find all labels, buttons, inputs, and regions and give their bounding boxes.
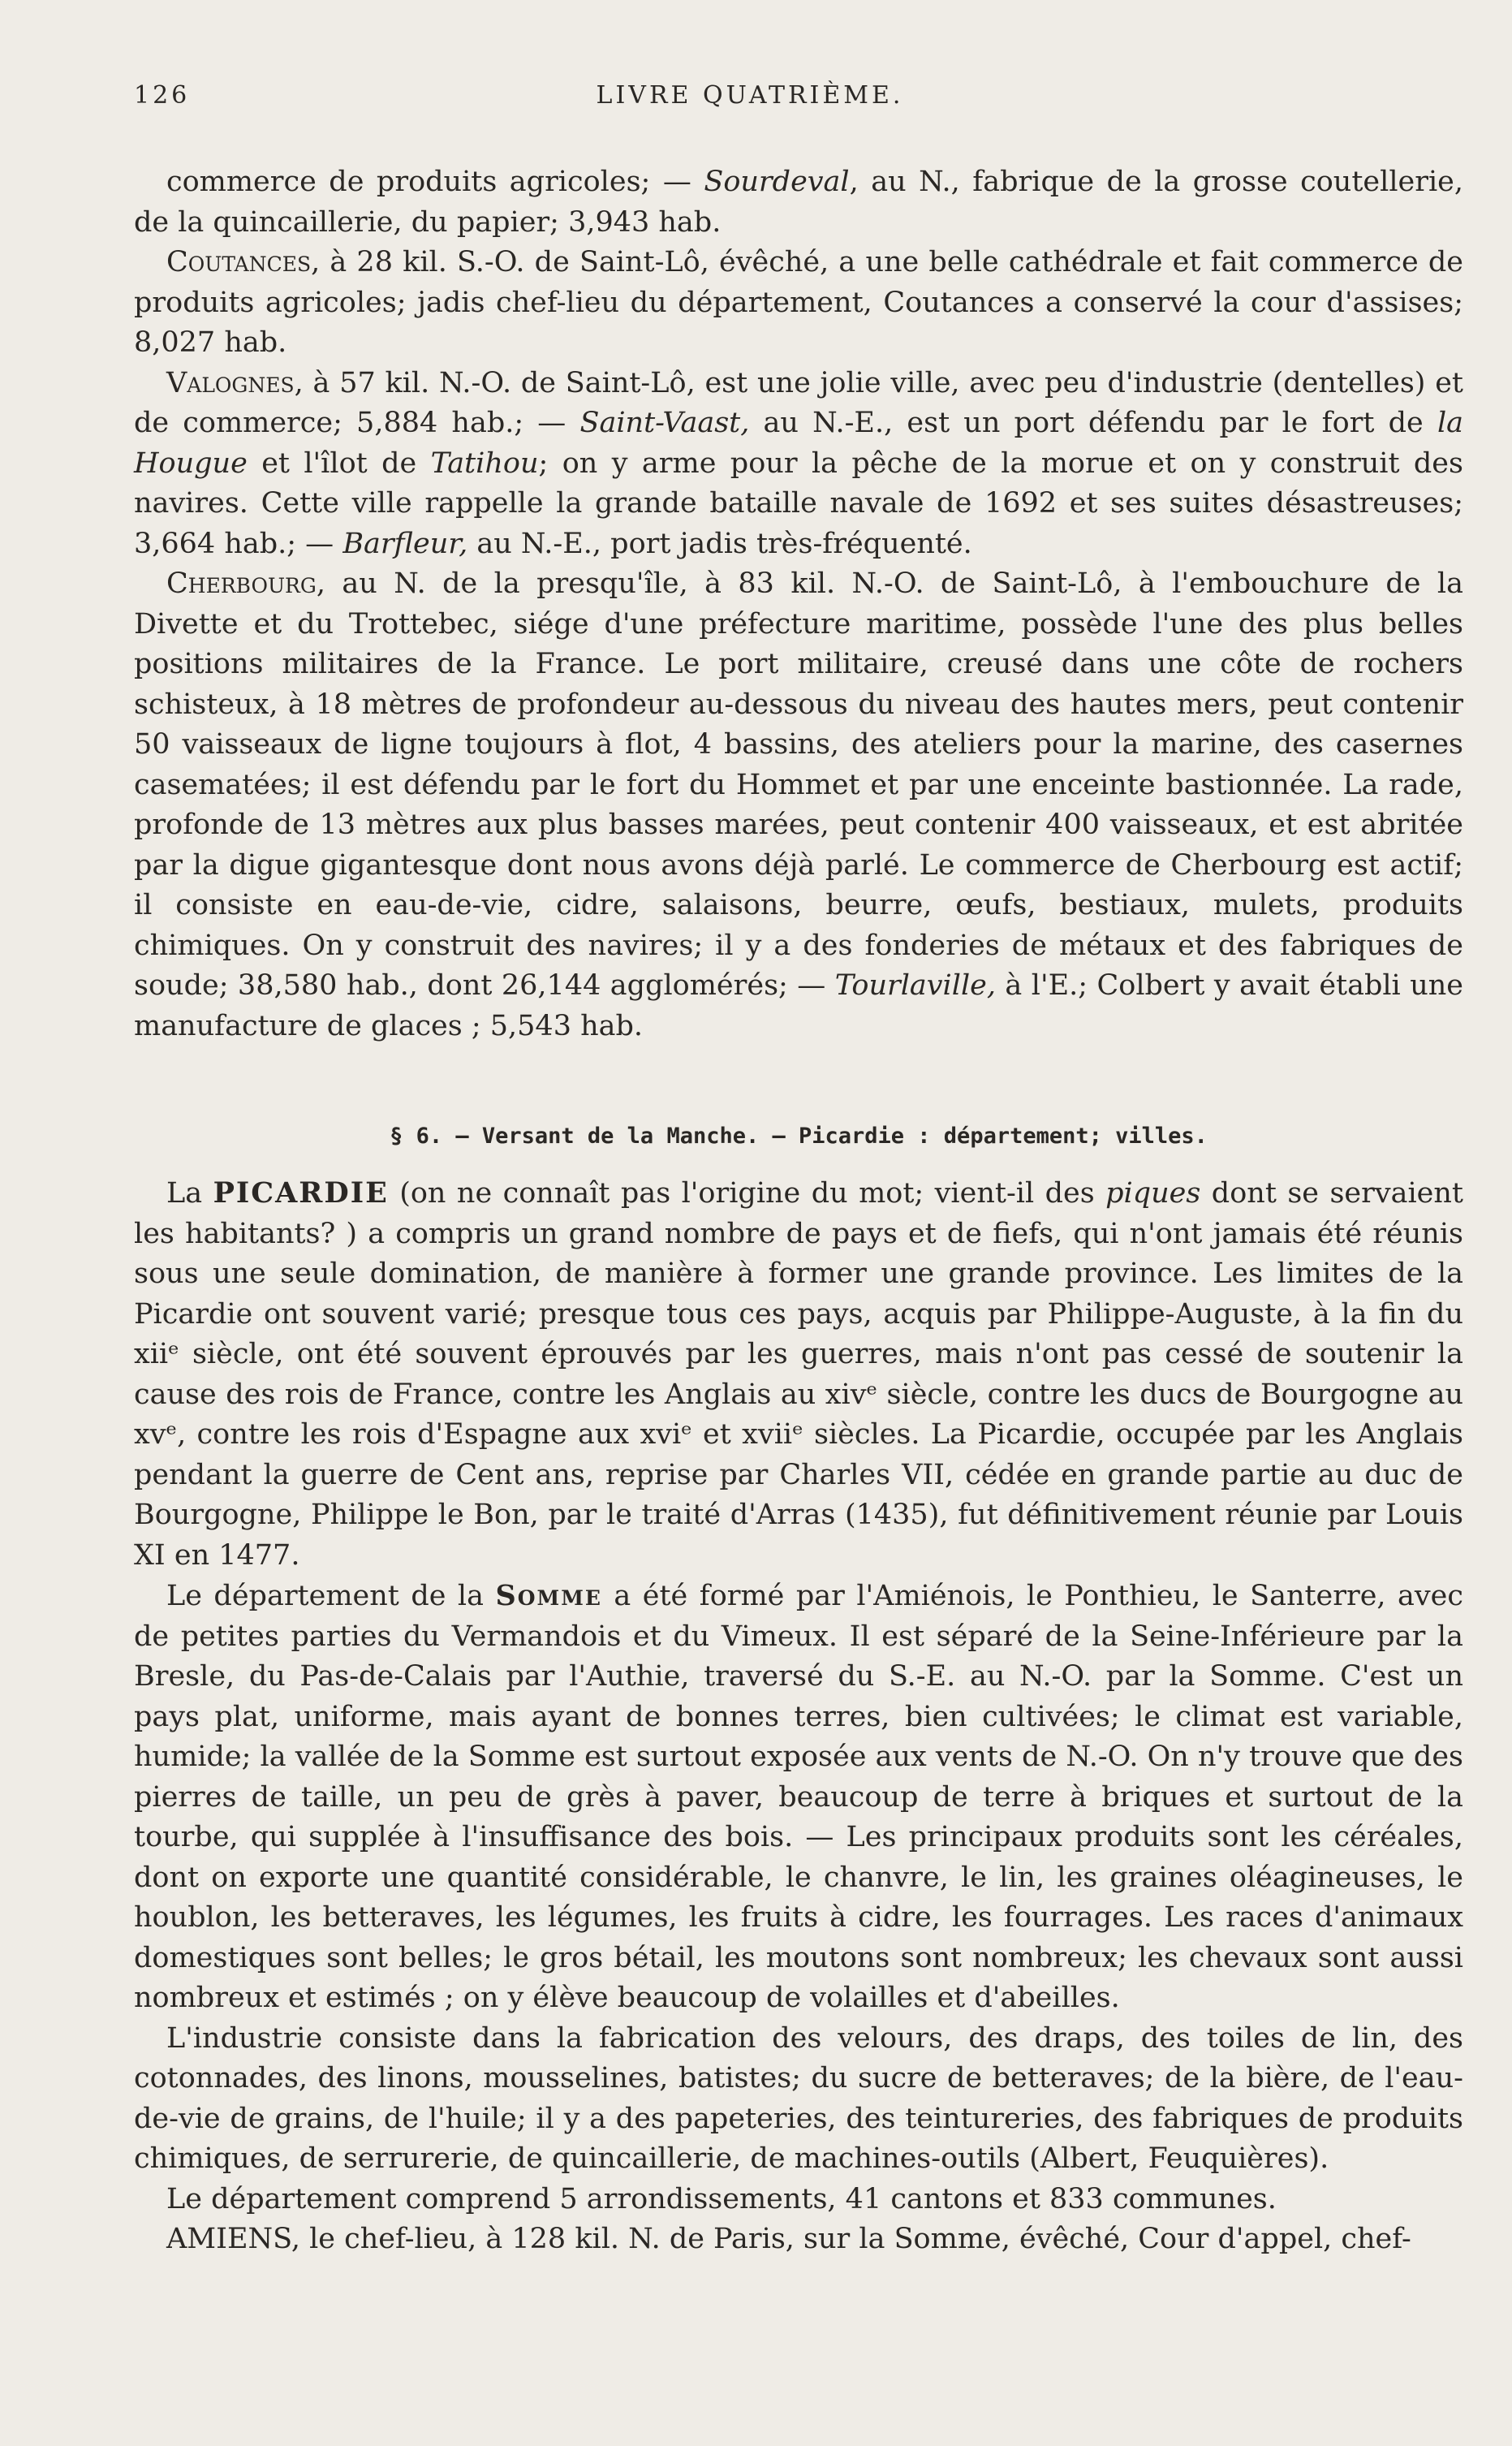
paragraph bbox=[134, 564, 1463, 1046]
emphasized-text: Sourdeval bbox=[704, 166, 850, 198]
paragraph bbox=[134, 2180, 1463, 2220]
emphasized-text: la Hougue bbox=[134, 407, 1463, 480]
page-number: 126 bbox=[134, 81, 191, 110]
text-run: a été formé par l'Amiénois, le Ponthieu, le Santerre, avec de petites parties du Vermandois et du Vimeux. Il est séparé de la Seine-Inférieure par la Bresle, du Pas-de-Calais par l'Authie, traversé du S.-E. au N.-O. par la Somme. C'est un pays plat, uniforme, mais ayant de bonnes terres, bien cultivées; le climat est variable, humide; la vallée de la Somme est surtout exposée aux vents de N.-O. On n'y trouve que des pierres de taille, un peu de grès à paver, beaucoup de terre à briques et surtout de la tourbe, qui supplée à l'insuffisance des bois. — Les principaux produits sont les céréales, dont on exporte une quantité considérable, le chanvre, le lin, les graines oléagineuses, le houblon, les betteraves, les légumes, les fruits à cidre, les fourrages. Les races d'animaux domestiques sont belles; le gros bétail, les moutons sont nombreux; les chevaux sont aussi nombreux et estimés ; on y élève beaucoup de volailles et d'abeilles. bbox=[134, 1580, 1463, 2014]
running-header bbox=[134, 81, 1463, 130]
emphasized-text: Cherbourg bbox=[166, 567, 317, 600]
paragraph bbox=[134, 1576, 1463, 2019]
text-run: Le département de la bbox=[166, 1580, 496, 1612]
emphasized-text: PICARDIE bbox=[213, 1176, 389, 1210]
text-block-manche bbox=[134, 162, 1463, 1046]
emphasized-text: Saint-Vaast, bbox=[579, 407, 750, 439]
text-run: , au N., fabrique de la grosse coutellerie, de la quincaillerie, du papier; 3,943 hab. bbox=[134, 166, 1463, 239]
paragraph bbox=[134, 243, 1463, 364]
text-run: , à 57 kil. N.-O. de Saint-Lô, est une jolie ville, avec peu d'industrie (dentelles) et de commerce; 5,884 hab.; — bbox=[134, 366, 1463, 439]
emphasized-text: Tourlaville, bbox=[834, 969, 996, 1002]
text-run: , au N. de la presqu'île, à 83 kil. N.-O. de Saint-Lô, à l'embouchure de la Divette et du Trottebec, siége d'une préfecture maritime, possède l'une des plus belles positions militaires de la France. Le port militaire, creusé dans une côte de rochers schisteux, à 18 mètres de profondeur au-dessous du niveau des hautes mers, peut contenir 50 vaisseaux de ligne toujours à flot, 4 bassins, des ateliers pour la marine, des casernes casematées; il est défendu par le fort du Hommet et par une enceinte bastionnée. La rade, profonde de 13 mètres aux plus basses marées, peut contenir 400 vaisseaux, et est abritée par la digue gigantesque dont nous avons déjà parlé. Le commerce de Cherbourg est actif; il consiste en eau-de-vie, cidre, salaisons, beurre, œufs, bestiaux, mulets, produits chimiques. On y construit des navires; il y a des fonderies de métaux et des fabriques de soude; 38,580 hab., dont 26,144 agglomérés; — bbox=[134, 567, 1463, 1002]
emphasized-text: Coutances bbox=[166, 246, 312, 278]
emphasized-text: Valognes bbox=[166, 366, 295, 399]
text-run: (on ne connaît pas l'origine du mot; vient-il des bbox=[388, 1177, 1106, 1210]
text-block-picardie bbox=[134, 1173, 1463, 2260]
paragraph bbox=[134, 364, 1463, 565]
text-run: L'industrie consiste dans la fabrication des velours, des draps, des toiles de lin, des cotonnades, des linons, mousselines, batistes; du sucre de betteraves; de la bière, de l'eau-de-vie de grains, de l'huile; il y a des papeteries, des teintureries, des fabriques de produits chimiques, de serrurerie, de quincaillerie, de machines-outils (Albert, Feuquières). bbox=[134, 2021, 1463, 2175]
section-heading: § 6. — Versant de la Manche. — Picardie : département; villes. bbox=[390, 1124, 1208, 1149]
emphasized-text: Barfleur, bbox=[342, 527, 468, 560]
text-run: AMIENS, le chef-lieu, à 128 kil. N. de Paris, sur la Somme, évêché, Cour d'appel, chef- bbox=[166, 2223, 1411, 2255]
emphasized-text: Tatihou bbox=[430, 446, 539, 480]
text-run: et l'îlot de bbox=[247, 446, 431, 480]
paragraph bbox=[134, 2019, 1463, 2180]
text-run: Le département comprend 5 arrondissements, 41 cantons et 833 communes. bbox=[166, 2182, 1277, 2215]
text-run: ; on y arme pour la pêche de la morue et on y construit des navires. Cette ville rappelle la grande bataille navale de 1692 et ses suites désastreuses; 3,664 hab.; — bbox=[134, 446, 1463, 560]
paragraph bbox=[134, 162, 1463, 243]
paragraph bbox=[134, 2220, 1463, 2260]
text-run: à l'E.; Colbert y avait établi une manufacture de glaces ; 5,543 hab. bbox=[134, 969, 1463, 1042]
text-run: au N.-E., port jadis très-fréquenté. bbox=[467, 527, 972, 560]
text-run: , à 28 kil. S.-O. de Saint-Lô, évêché, a une belle cathédrale et fait commerce de produits agricoles; jadis chef-lieu du département, Coutances a conservé la cour d'assises; 8,027 hab. bbox=[134, 246, 1463, 359]
paragraph bbox=[134, 1173, 1463, 1576]
emphasized-text: piques bbox=[1105, 1177, 1201, 1210]
running-title: LIVRE QUATRIÈME. bbox=[596, 81, 904, 110]
text-run: commerce de produits agricoles; — bbox=[166, 166, 704, 198]
emphasized-text: Somme bbox=[495, 1579, 602, 1612]
text-run: dont se servaient les habitants? ) a compris un grand nombre de pays et de fiefs, qui n'ont jamais été réunis sous une seule domination, de manière à former une grande province. Les limites de la Picardie ont souvent varié; presque tous ces pays, acquis par Philippe-Auguste, à la fin du xiiᵉ siècle, ont été souvent éprouvés par les guerres, mais n'ont pas cessé de soutenir la cause des rois de France, contre les Anglais au xivᵉ siècle, contre les ducs de Bourgogne au xvᵉ, contre les rois d'Espagne aux xviᵉ et xviiᵉ siècles. La Picardie, occupée par les Anglais pendant la guerre de Cent ans, reprise par Charles VII, cédée en grande partie au duc de Bourgogne, Philippe le Bon, par le traité d'Arras (1435), fut définitivement réunie par Louis XI en 1477. bbox=[134, 1177, 1463, 1572]
text-run: au N.-E., est un port défendu par le fort de bbox=[749, 407, 1437, 439]
text-run: La bbox=[166, 1177, 213, 1210]
